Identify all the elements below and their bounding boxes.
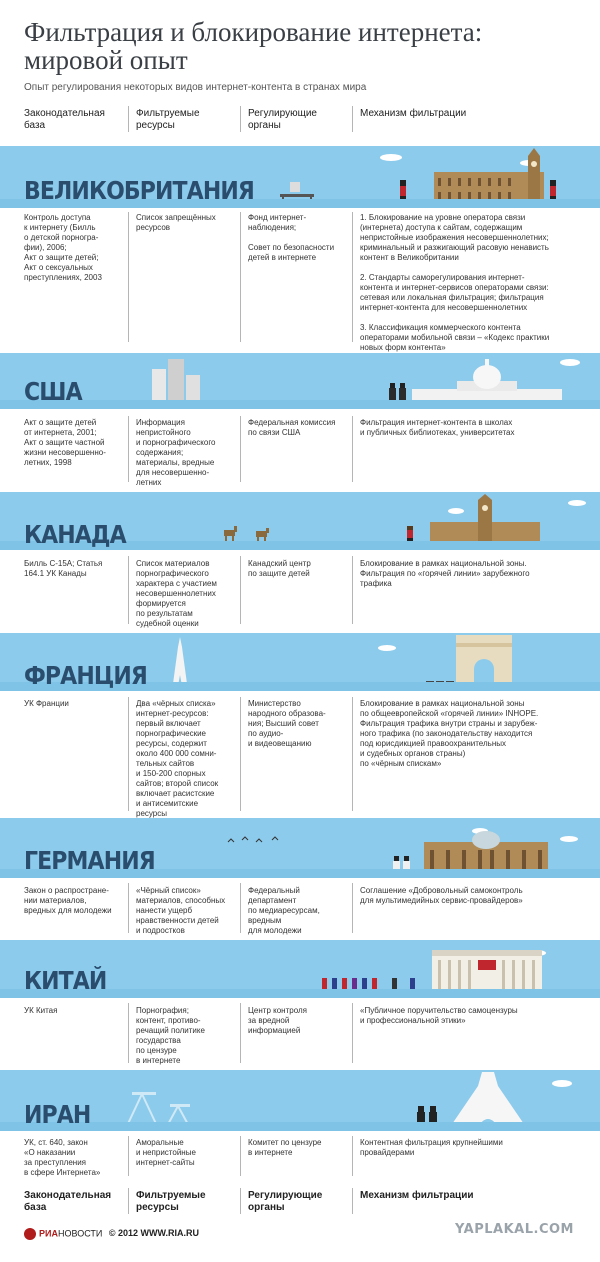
canada-bodies: Канадский центр по защите детей — [248, 559, 311, 578]
cloud-icon — [560, 836, 578, 842]
cloud-icon — [378, 645, 396, 651]
header-bodies: Регулирующие органы — [248, 108, 317, 131]
column-divider — [240, 212, 241, 342]
column-divider — [128, 1003, 129, 1063]
column-divider — [240, 416, 241, 482]
china-bodies: Центр контроля за вредной информацией — [248, 1006, 307, 1035]
cloud-icon — [560, 359, 580, 366]
germany-bodies: Федеральный департамент по медиаресурсам, вредным для молодежи — [248, 886, 320, 935]
column-divider — [352, 1003, 353, 1063]
column-divider — [352, 883, 353, 933]
column-divider — [352, 697, 353, 811]
ria-novosti-logo — [24, 1228, 199, 1240]
column-divider — [240, 697, 241, 811]
france-base: УК Франции — [24, 699, 69, 708]
column-divider — [128, 883, 129, 933]
header-divider — [352, 1188, 353, 1214]
column-divider — [352, 212, 353, 342]
iran-base: УК, ст. 640, закон «О наказании за преступления в сфере Интернета» — [24, 1138, 101, 1177]
column-divider — [128, 212, 129, 342]
germany-mechanism: Соглашение «Добровольный самоконтроль для мультимедийных сервис-провайдеров» — [360, 886, 523, 905]
canada-resources: Список материалов порнографического характера с участием несовершеннолетних формируется по результатам судебной оценки — [136, 559, 217, 628]
column-divider — [240, 1003, 241, 1063]
uk-mechanism: 1. Блокирование на уровне оператора связи (интернета) доступа к сайтам, содержащим непристойные изображения несовершеннолетних; криминальный и разжигающий расовую ненависть контент в Великобритании 2. Стандарты саморегулирования интернет- контента и интернет-сервисов операторами связи: сетевая или локальная фильтрация; фильтрация интернет-контента для несовершеннолетних 3. Классификация коммерческого контента операторами мобильной связи – «Кодекс практики новых форм контента» — [360, 213, 550, 352]
column-divider — [128, 416, 129, 482]
france-resources: Два «чёрных списка» интернет-ресурсов: первый включает порнографические ресурсы, содержит около 400 000 сомни- тельных сайтов и 150-200 спорных сайтов; второй список включает расистские и антисемитские ресурсы — [136, 699, 219, 818]
country-name: ГЕРМАНИЯ — [24, 846, 155, 875]
band-germany — [0, 818, 600, 878]
cloud-icon — [380, 154, 402, 161]
country-name: КАНАДА — [24, 520, 126, 549]
germany-base: Закон о распростране- нии материалов, вредных для молодежи — [24, 886, 112, 915]
cloud-icon — [568, 500, 586, 506]
ria-logo-mark — [24, 1228, 36, 1240]
column-divider — [240, 556, 241, 624]
subtitle: Опыт регулирования некоторых видов интернет-контента в странах мира — [24, 82, 367, 93]
moose-icon — [254, 528, 270, 542]
column-divider — [128, 697, 129, 811]
usa-bodies: Федеральная комиссия по связи США — [248, 418, 336, 437]
column-divider — [352, 556, 353, 624]
usa-base: Акт о защите детей от интернета, 2001; Акт о защите частной жизни несовершенно- летних, 1998 — [24, 418, 106, 467]
cloud-icon — [552, 1080, 572, 1087]
footer-header-bodies: Регулирующие органы — [248, 1190, 323, 1213]
watermark-text: YAPLAKAL.COM — [455, 1222, 574, 1237]
novosti-text: НОВОСТИ — [57, 1228, 103, 1239]
band-iran — [0, 1070, 600, 1131]
column-divider — [352, 416, 353, 482]
footer-header-base: Законодательная база — [24, 1190, 112, 1213]
column-divider — [352, 1136, 353, 1176]
birds-icon — [226, 836, 286, 846]
country-name: ВЕЛИКОБРИТАНИЯ — [24, 176, 254, 205]
china-mechanism: «Публичное поручительство самоцензуры и профессиональной этики» — [360, 1006, 518, 1025]
iran-bodies: Комитет по цензуре в интернете — [248, 1138, 322, 1157]
iran-resources: Аморальные и непристойные интернет-сайты — [136, 1138, 196, 1167]
footer-header-resources: Фильтруемые ресурсы — [136, 1190, 206, 1213]
page-title — [24, 18, 584, 74]
uk-base: Контроль доступа к интернету (Билль о детской порногра- фии), 2006; Акт о защите детей; Акт о сексуальных преступлениях, 2003 — [24, 213, 102, 282]
ria-text: РИА — [39, 1228, 58, 1239]
france-bodies: Министерство народного образова- ния; Высший совет по аудио- и видеовещанию — [248, 699, 326, 748]
uk-resources: Список запрещённых ресурсов — [136, 213, 216, 232]
usa-mechanism: Фильтрация интернет-контента в школах и публичных библиотеках, университетах — [360, 418, 515, 437]
band-france — [0, 633, 600, 691]
china-base: УК Китая — [24, 1006, 58, 1015]
country-name: США — [24, 377, 82, 406]
country-name: КИТАЙ — [24, 966, 107, 995]
germany-resources: «Чёрный список» материалов, способных нанести ущерб нравственности детей и подростков — [136, 886, 226, 935]
band-usa — [0, 353, 600, 409]
band-canada — [0, 492, 600, 550]
usa-resources: Информация непристойного и порнографического содержания; материалы, вредные для несовершенно- летних — [136, 418, 216, 487]
header-base: Законодательная база — [24, 108, 105, 131]
header-divider — [352, 106, 353, 132]
title-line-2: мировой опыт — [24, 45, 188, 75]
canada-mechanism: Блокирование в рамках национальной зоны. Фильтрация по «горячей линии» зарубежного трафика — [360, 559, 530, 588]
iran-mechanism: Контентная фильтрация крупнейшими провайдерами — [360, 1138, 503, 1157]
header-divider — [128, 1188, 129, 1214]
uk-bodies: Фонд интернет- наблюдения; Совет по безопасности детей в интернете — [248, 213, 335, 262]
moose-icon — [222, 526, 238, 542]
china-resources: Порнография; контент, противо- речащий политике государства по цензуре в интернете — [136, 1006, 205, 1065]
band-uk — [0, 146, 600, 208]
column-divider — [128, 1136, 129, 1176]
column-divider — [128, 556, 129, 624]
france-mechanism: Блокирование в рамках национальной зоны по общеевропейской «горячей линии» INHOPE. Фильтрация трафика внутри страны и зарубеж- ного трафика (по законодательству находится под юрисдикцией правоохранительных и судебных органов страны) по «чёрным спискам» — [360, 699, 539, 768]
country-name: ФРАНЦИЯ — [24, 661, 147, 690]
copyright-text: © 2012 WWW.RIA.RU — [108, 1228, 200, 1239]
header-divider — [240, 1188, 241, 1214]
footer-header-mechanism: Механизм фильтрации — [360, 1190, 474, 1201]
band-china — [0, 940, 600, 998]
column-divider — [240, 883, 241, 933]
country-name: ИРАН — [24, 1100, 91, 1129]
canada-base: Билль C-15A; Статья 164.1 УК Канады — [24, 559, 103, 578]
column-divider — [240, 1136, 241, 1176]
header-mechanism: Механизм фильтрации — [360, 108, 467, 119]
header-resources: Фильтруемые ресурсы — [136, 108, 200, 131]
header-divider — [240, 106, 241, 132]
title-line-1: Фильтрация и блокирование интернета: — [24, 17, 483, 47]
ground-strip — [0, 400, 600, 409]
header-divider — [128, 106, 129, 132]
